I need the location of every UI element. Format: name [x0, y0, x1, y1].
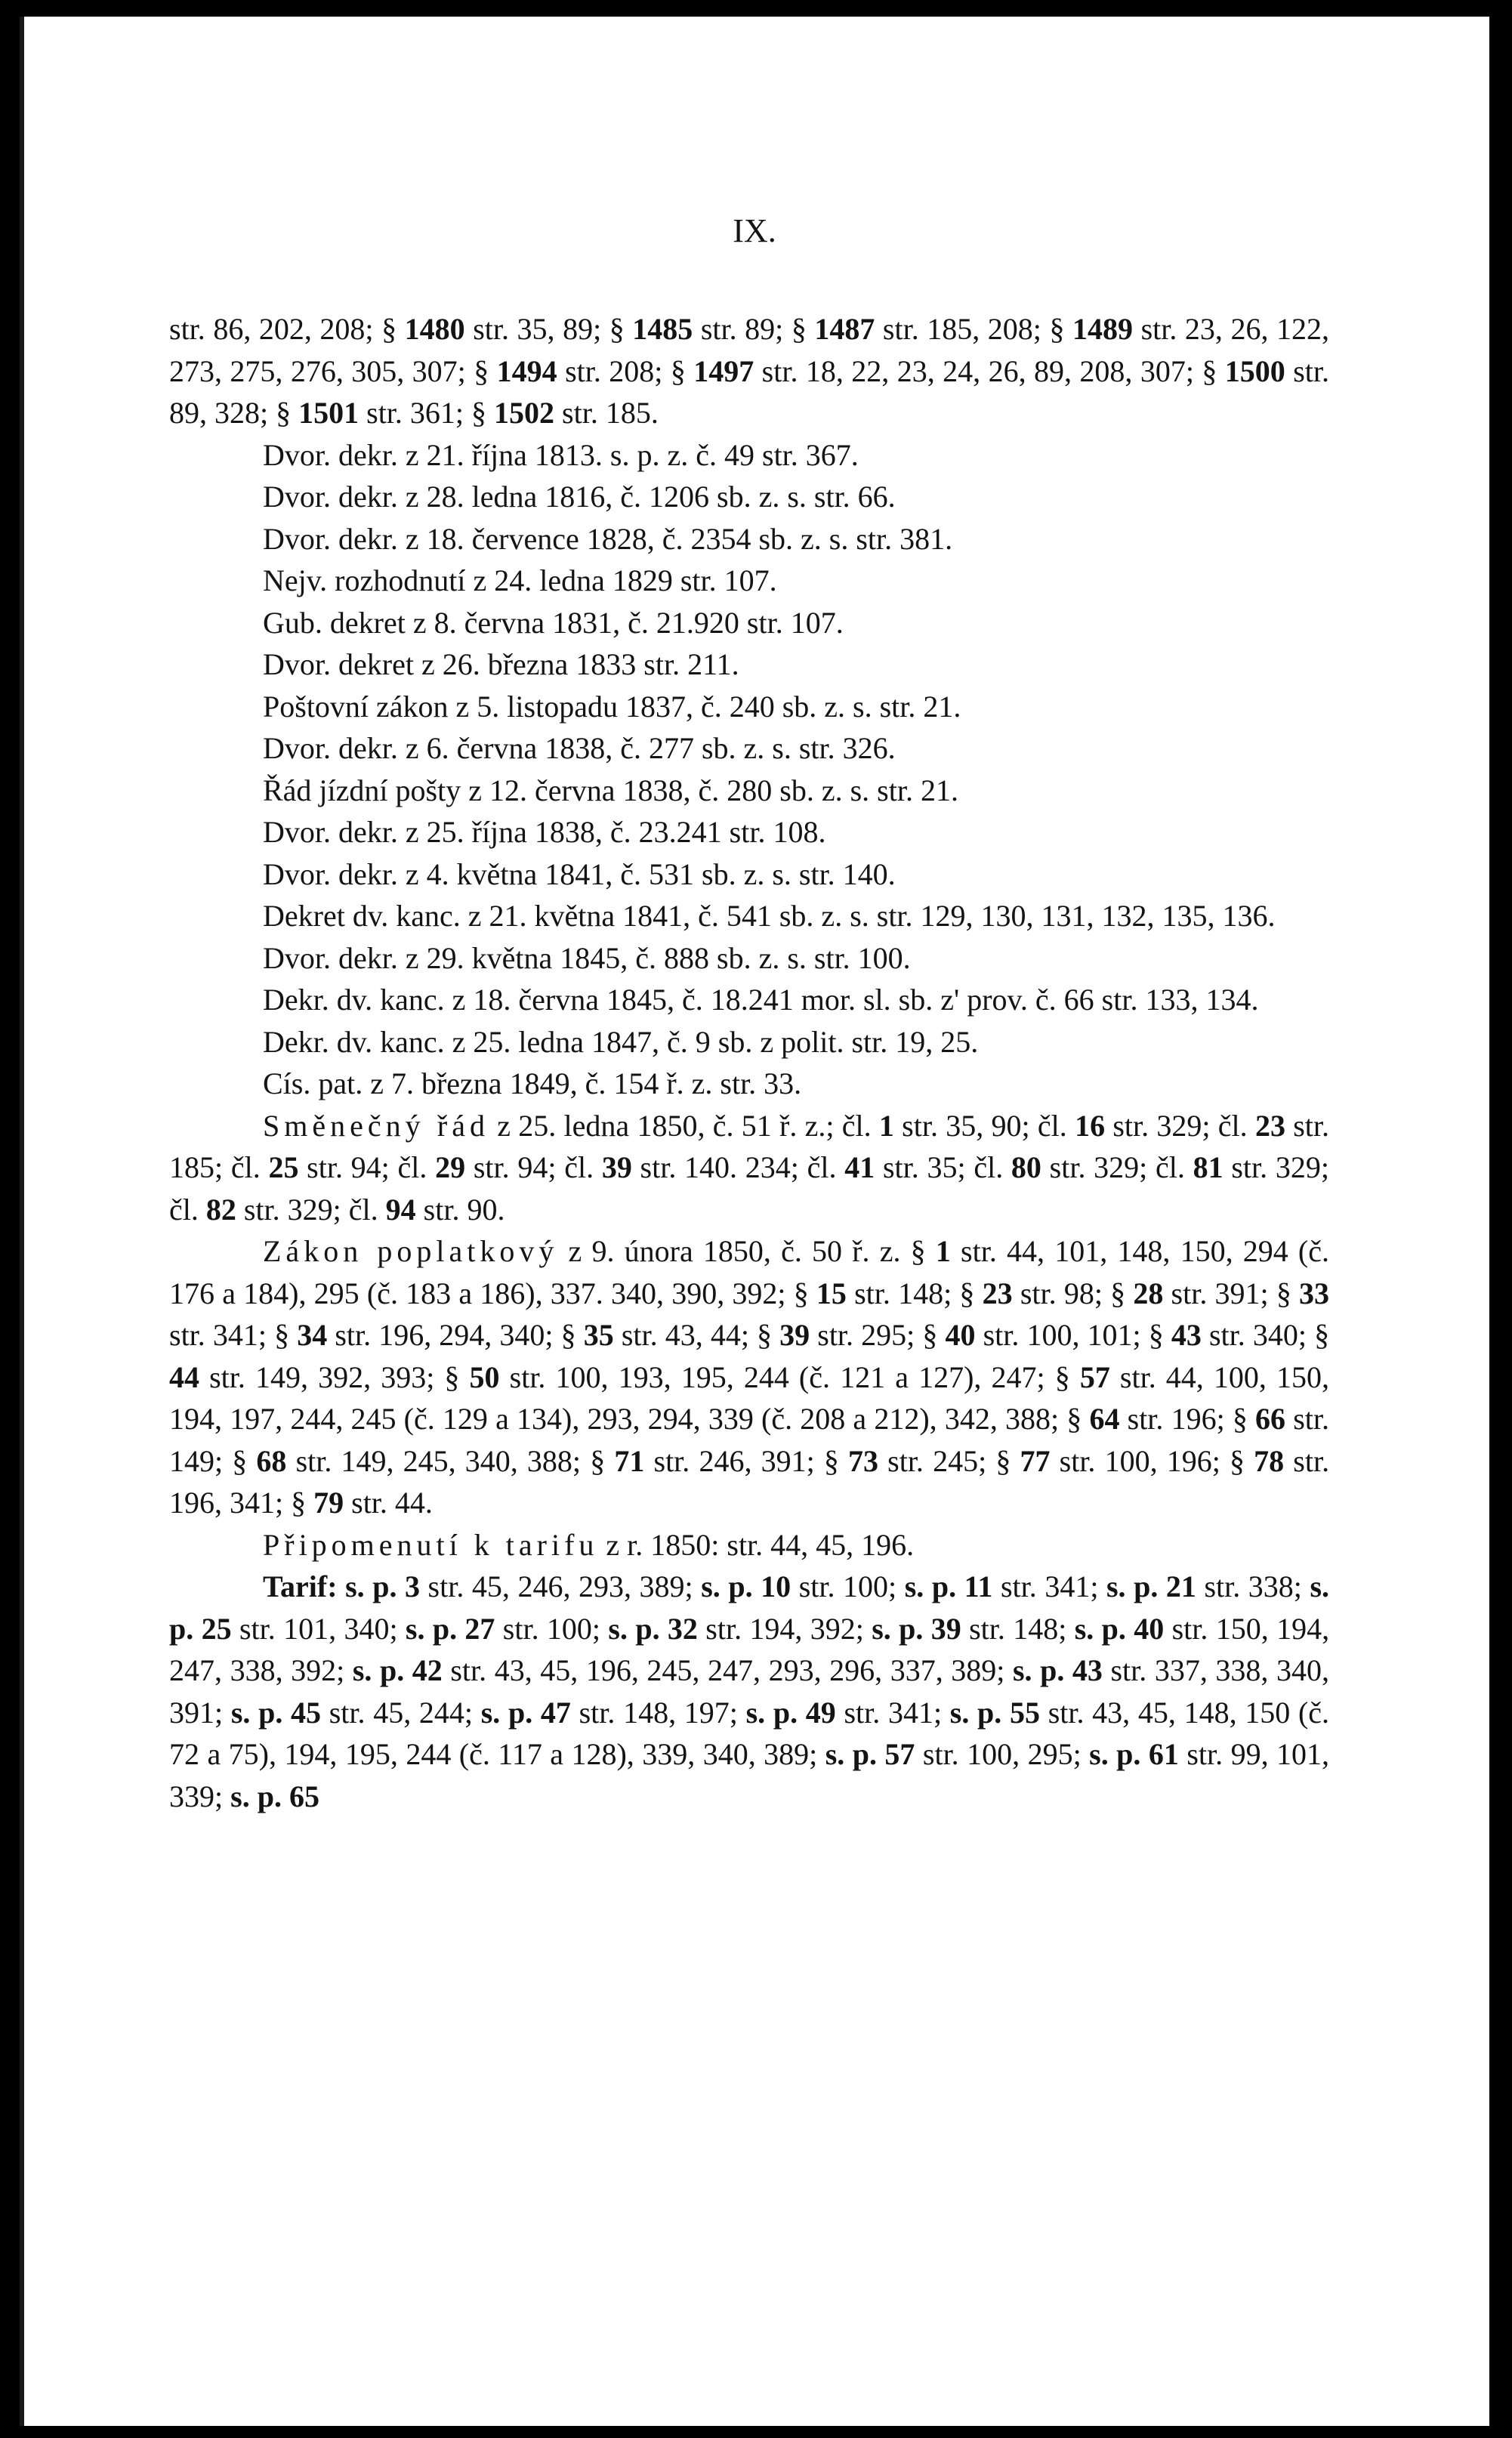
index-ref-bold: 1489: [1072, 312, 1134, 346]
index-entry: [169, 1063, 1329, 1105]
index-entry: [169, 1105, 1329, 1231]
index-entry: [169, 686, 1329, 728]
index-ref-bold: 43: [1171, 1318, 1202, 1352]
index-text: str. 295;: [810, 1318, 923, 1352]
index-ref-bold: 78: [1254, 1443, 1285, 1478]
index-entry: [169, 560, 1329, 602]
index-text: §: [1202, 353, 1225, 388]
index-text: [338, 1569, 346, 1603]
index-ref-bold: 1494: [496, 353, 557, 388]
index-text: str. 329; čl.: [236, 1192, 386, 1227]
index-text: §: [471, 396, 495, 430]
index-text: str. 245;: [878, 1443, 996, 1478]
index-text: str. 43, 44;: [613, 1318, 758, 1352]
index-text: Poštovní zákon z 5. listopadu 1837, č. 240 sb. z. s. str. 21.: [263, 689, 961, 724]
index-text: str. 341;: [835, 1695, 950, 1730]
index-text: §: [1054, 1359, 1080, 1394]
index-text: str. 100, 193, 195, 244 (č. 121 a 127), 247;: [499, 1359, 1055, 1394]
index-continuation: [169, 308, 1329, 434]
index-ref-bold: 73: [848, 1443, 878, 1478]
index-ref-bold: 1: [878, 1108, 894, 1143]
index-text: str. 140. 234; čl.: [631, 1150, 845, 1184]
index-text: §: [274, 1318, 298, 1352]
index-text: str. 148;: [961, 1611, 1075, 1646]
index-text: Dvor. dekr. z 4. května 1841, č. 531 sb. z. s. str. 140.: [263, 856, 896, 891]
index-text: Dvor. dekret z 26. března 1833 str. 211.: [263, 647, 739, 681]
page-sheet: [20, 17, 1489, 2426]
index-text: str. 101, 340;: [231, 1611, 406, 1646]
index-text: str. 35, 89;: [464, 312, 609, 346]
page-number: IX.: [733, 212, 776, 249]
index-text: str. 246, 391;: [644, 1443, 824, 1478]
index-ref-bold: 1487: [814, 312, 875, 346]
index-text: str. 391;: [1163, 1276, 1276, 1310]
index-ref-bold: s. p. 55: [949, 1695, 1040, 1730]
index-text: z r. 1850: str. 44, 45, 196.: [598, 1527, 915, 1562]
index-ref-bold: 71: [614, 1443, 645, 1478]
index-text: str. 185; čl.: [169, 1108, 1330, 1184]
index-text: str. 329; čl.: [169, 1150, 1329, 1227]
index-text: §: [1276, 1276, 1300, 1310]
index-ref-bold: s. p. 65: [230, 1779, 319, 1813]
index-text: §: [1314, 1318, 1330, 1352]
index-text: str. 340;: [1201, 1318, 1315, 1352]
index-ref-bold: 29: [435, 1150, 466, 1184]
index-entry: [169, 1230, 1329, 1524]
index-ref-bold: 40: [945, 1318, 976, 1352]
index-entry: [169, 895, 1329, 937]
index-ref-bold: s. p. 40: [1074, 1611, 1165, 1646]
index-ref-bold: 50: [469, 1359, 500, 1394]
index-text: z 25. ledna 1850, č. 51 ř. z.; čl.: [489, 1108, 879, 1143]
index-ref-bold: 68: [256, 1443, 287, 1478]
index-text: §: [1148, 1318, 1171, 1352]
index-ref-bold: 66: [1255, 1402, 1286, 1436]
index-text: str. 45, 244;: [321, 1695, 481, 1730]
index-heading-spaced: Připomenutí k tarifu: [263, 1527, 599, 1562]
index-ref-bold: 1502: [494, 396, 555, 430]
index-ref-bold: s. p. 11: [904, 1569, 993, 1603]
index-entry: [169, 518, 1329, 560]
index-text: §: [922, 1318, 946, 1352]
index-text: §: [793, 1276, 816, 1310]
index-ref-bold: s. p. 49: [745, 1695, 836, 1730]
index-heading-spaced: Směnečný řád: [263, 1108, 489, 1143]
index-text: str. 45, 246, 293, 389;: [420, 1569, 702, 1603]
index-ref-bold: 57: [1079, 1359, 1110, 1394]
index-text: str. 44, 100, 150, 194, 197, 244, 245 (č. 129 a 134), 293, 294, 339 (č. 208 a 212), 342, 388;: [169, 1359, 1330, 1436]
index-text: str. 98;: [1012, 1276, 1111, 1310]
index-ref-bold: Tarif:: [263, 1569, 338, 1603]
index-ref-bold: 94: [385, 1192, 416, 1227]
index-ref-bold: 82: [205, 1192, 236, 1227]
index-text: Dvor. dekr. z 25. října 1838, č. 23.241 str. 108.: [263, 815, 826, 849]
index-text: §: [910, 1234, 936, 1268]
index-text: str. 185, 208;: [875, 312, 1050, 346]
index-text: §: [670, 353, 694, 388]
index-text: §: [560, 1318, 584, 1352]
index-entry: [169, 853, 1329, 896]
index-ref-bold: 28: [1133, 1276, 1164, 1310]
index-text: Nejv. rozhodnutí z 24. ledna 1829 str. 107.: [263, 563, 777, 597]
index-ref-bold: s. p. 3: [345, 1569, 420, 1603]
index-entry: [169, 476, 1329, 518]
index-ref-bold: 79: [313, 1486, 344, 1520]
index-text: str. 44, 101, 148, 150, 294 (č. 176 a 184), 295 (č. 183 a 186), 337. 340, 390, 392;: [169, 1234, 1330, 1310]
index-ref-bold: 39: [601, 1150, 632, 1184]
index-text: str. 35; čl.: [875, 1150, 1011, 1184]
index-text: str. 35, 90; čl.: [893, 1108, 1075, 1143]
index-text: str. 100, 295;: [915, 1737, 1090, 1771]
index-text: §: [1229, 1443, 1254, 1478]
index-text: Řád jízdní pošty z 12. června 1838, č. 280 sb. z. s. str. 21.: [263, 773, 958, 807]
index-text: str. 44.: [344, 1486, 433, 1520]
index-text: str. 86, 202, 208;: [169, 312, 382, 346]
index-text: str. 18, 22, 23, 24, 26, 89, 208, 307;: [754, 353, 1202, 388]
index-text: str. 361;: [359, 396, 472, 430]
index-text: str. 329; čl.: [1041, 1150, 1193, 1184]
index-text: str. 208;: [557, 353, 671, 388]
index-text: Gub. dekret z 8. června 1831, č. 21.920 str. 107.: [263, 605, 844, 640]
index-text: str. 94; čl.: [298, 1150, 436, 1184]
index-ref-bold: 1480: [404, 312, 465, 346]
index-ref-bold: 33: [1299, 1276, 1330, 1310]
index-entry: [169, 434, 1329, 477]
index-text: str. 148, 197;: [570, 1695, 746, 1730]
index-entry: [169, 602, 1329, 644]
index-ref-bold: s. p. 57: [825, 1737, 915, 1771]
index-ref-bold: 81: [1193, 1150, 1223, 1184]
index-ref-bold: 35: [583, 1318, 614, 1352]
index-text: str. 100, 196;: [1050, 1443, 1230, 1478]
index-text: Cís. pat. z 7. března 1849, č. 154 ř. z. str. 33.: [263, 1066, 802, 1100]
index-text: str. 100, 101;: [975, 1318, 1149, 1352]
index-ref-bold: s. p. 27: [405, 1611, 495, 1646]
index-text: str. 196, 341;: [169, 1443, 1330, 1520]
index-ref-bold: s. p. 32: [608, 1611, 698, 1646]
index-ref-bold: 41: [844, 1150, 875, 1184]
index-text: str. 94; čl.: [465, 1150, 602, 1184]
index-ref-bold: s. p. 10: [701, 1569, 791, 1603]
index-ref-bold: 80: [1011, 1150, 1041, 1184]
index-text: §: [381, 312, 405, 346]
index-text: §: [823, 1443, 848, 1478]
index-ref-bold: s. p. 39: [872, 1611, 961, 1646]
index-text: z 9. února 1850, č. 50 ř. z.: [558, 1234, 911, 1268]
index-text: §: [232, 1443, 257, 1478]
index-ref-bold: s. p. 47: [480, 1695, 571, 1730]
index-text: str. 100;: [791, 1569, 905, 1603]
index-ref-bold: 25: [268, 1150, 299, 1184]
index-entry: [169, 643, 1329, 686]
index-text: §: [757, 1318, 780, 1352]
index-text: str. 89, 328;: [169, 353, 1330, 430]
index-entry: [169, 1021, 1329, 1063]
index-ref-bold: 15: [816, 1276, 847, 1310]
index-text: §: [590, 1443, 615, 1478]
index-text: str. 100;: [495, 1611, 609, 1646]
index-ref-bold: 64: [1089, 1402, 1120, 1436]
index-text: str. 148;: [846, 1276, 960, 1310]
index-text: Dvor. dekr. z 6. června 1838, č. 277 sb. z. s. str. 326.: [263, 731, 896, 765]
index-entry: [169, 811, 1329, 853]
index-text: Dvor. dekr. z 21. října 1813. s. p. z. č. 49 str. 367.: [263, 437, 859, 472]
index-text: str. 90.: [415, 1192, 505, 1227]
index-text: str. 196, 294, 340;: [327, 1318, 561, 1352]
index-entry: [169, 1566, 1329, 1817]
index-text: str. 194, 392;: [697, 1611, 872, 1646]
index-text: §: [474, 353, 497, 388]
index-ref-bold: s. p. 25: [169, 1569, 1330, 1646]
index-content: [169, 308, 1329, 1817]
index-ref-bold: s. p. 61: [1089, 1737, 1179, 1771]
index-text: str. 341;: [992, 1569, 1106, 1603]
index-ref-bold: s. p. 21: [1106, 1569, 1196, 1603]
index-text: Dekret dv. kanc. z 21. května 1841, č. 541 sb. z. s. str. 129, 130, 131, 132, 135, 136.: [263, 899, 1276, 933]
index-ref-bold: s. p. 45: [230, 1695, 322, 1730]
index-entry: [169, 979, 1329, 1021]
index-text: str. 329; čl.: [1105, 1108, 1255, 1143]
index-ref-bold: 1501: [298, 396, 359, 430]
index-ref-bold: s. p. 43: [1012, 1653, 1103, 1687]
index-text: Dekr. dv. kanc. z 25. ledna 1847, č. 9 sb. z polit. str. 19, 25.: [263, 1024, 979, 1059]
index-text: Dvor. dekr. z 28. ledna 1816, č. 1206 sb. z. s. str. 66.: [263, 480, 896, 514]
index-ref-bold: 23: [982, 1276, 1013, 1310]
index-text: str. 43, 45, 196, 245, 247, 293, 296, 337, 389;: [442, 1653, 1013, 1687]
index-text: §: [444, 1359, 470, 1394]
index-ref-bold: 34: [297, 1318, 328, 1352]
index-text: str. 338;: [1196, 1569, 1310, 1603]
index-text: str. 196;: [1119, 1402, 1233, 1436]
index-text: §: [959, 1276, 983, 1310]
index-text: str. 89;: [693, 312, 791, 346]
index-entry: [169, 770, 1329, 812]
index-ref-bold: 77: [1020, 1443, 1051, 1478]
index-ref-bold: 1500: [1224, 353, 1285, 388]
index-text: §: [276, 396, 299, 430]
index-entry: [169, 1524, 1329, 1566]
index-text: str. 23, 26, 122, 273, 275, 276, 305, 307;: [169, 312, 1329, 388]
index-text: str. 149;: [169, 1402, 1330, 1478]
index-text: §: [1049, 312, 1073, 346]
index-text: Dvor. dekr. z 18. července 1828, č. 2354 sb. z. s. str. 381.: [263, 521, 953, 556]
index-text: §: [791, 312, 815, 346]
index-text: §: [291, 1486, 314, 1520]
index-text: §: [609, 312, 633, 346]
index-text: str. 341;: [169, 1318, 275, 1352]
index-ref-bold: 1: [935, 1234, 951, 1268]
index-text: §: [1232, 1402, 1256, 1436]
index-ref-bold: 39: [779, 1318, 810, 1352]
index-ref-bold: s. p. 42: [352, 1653, 443, 1687]
index-text: Dvor. dekr. z 29. května 1845, č. 888 sb. z. s. str. 100.: [263, 940, 911, 975]
index-text: §: [1110, 1276, 1134, 1310]
index-heading-spaced: Zákon poplatkový: [263, 1234, 559, 1268]
index-text: str. 185.: [554, 396, 659, 430]
index-text: str. 149, 392, 393;: [199, 1359, 445, 1394]
index-text: §: [995, 1443, 1020, 1478]
index-text: str. 99, 101, 339;: [169, 1737, 1330, 1813]
index-ref-bold: 44: [169, 1359, 199, 1394]
index-text: str. 43, 45, 148, 150 (č. 72 a 75), 194, 195, 244 (č. 117 a 128), 339, 340, 389;: [169, 1695, 1330, 1771]
index-text: str. 337, 338, 340, 391;: [169, 1653, 1329, 1730]
index-text: §: [1066, 1402, 1090, 1436]
index-ref-bold: 16: [1075, 1108, 1106, 1143]
index-ref-bold: 1485: [632, 312, 693, 346]
index-entry: [169, 937, 1329, 980]
index-text: Dekr. dv. kanc. z 18. června 1845, č. 18.241 mor. sl. sb. z' prov. č. 66 str. 133, 134.: [263, 983, 1259, 1017]
index-ref-bold: 23: [1254, 1108, 1285, 1143]
index-text: str. 150, 194, 247, 338, 392;: [169, 1611, 1330, 1687]
index-entry: [169, 727, 1329, 770]
index-text: str. 149, 245, 340, 388;: [286, 1443, 591, 1478]
index-ref-bold: 1497: [693, 353, 754, 388]
